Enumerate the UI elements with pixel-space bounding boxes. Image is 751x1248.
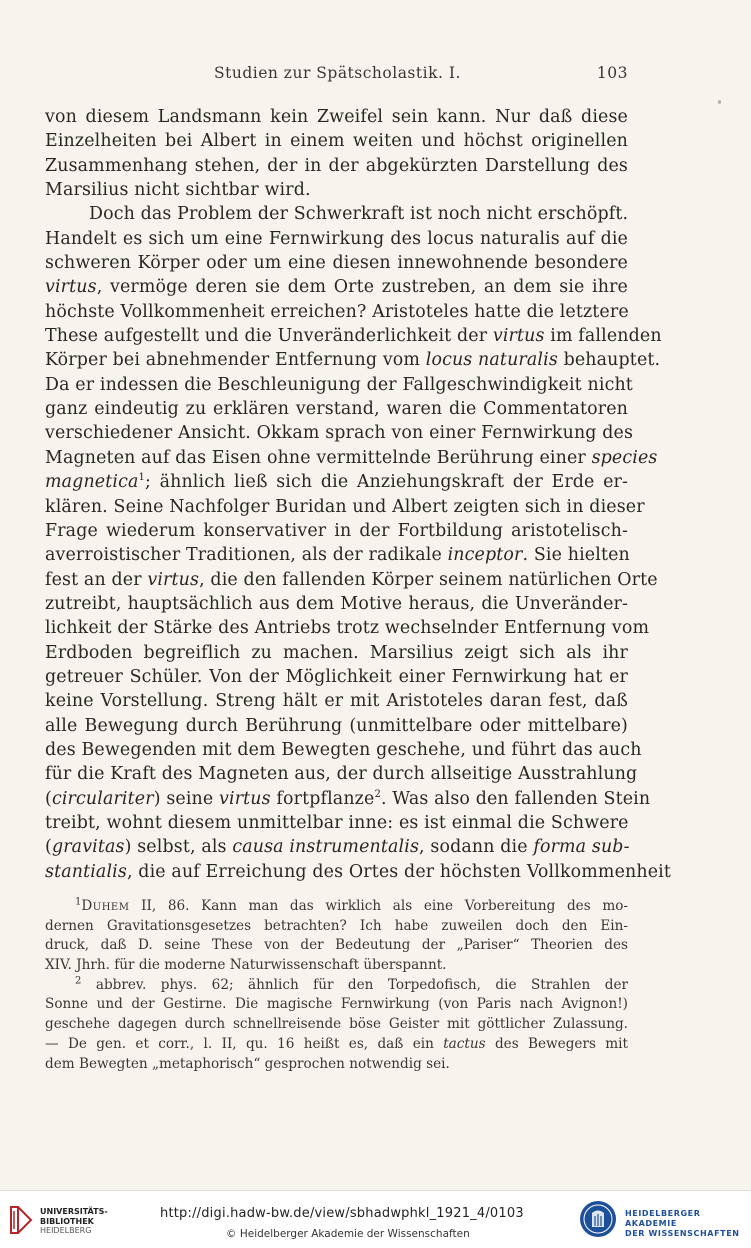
body-line: Handelt es sich um eine Fernwirkung des locus naturalis auf die xyxy=(45,228,628,249)
italic-term: stantialis xyxy=(45,861,127,882)
author-name: Duhem xyxy=(81,898,130,914)
university-library-name xyxy=(40,1207,108,1236)
academy-seal-icon xyxy=(578,1199,618,1239)
body-line: treibt, wohnt diesem unmittelbar inne: es ist einmal die Schwere xyxy=(45,812,629,833)
footnote-ref: 1 xyxy=(138,472,146,484)
body-line: des Bewegenden mit dem Bewegten geschehe, und führt das auch xyxy=(45,739,642,760)
footnotes xyxy=(45,897,628,1074)
footnote-line: Sonne und der Gestirne. Die magische Fernwirkung (von Paris nach Avignon!) xyxy=(45,996,628,1013)
footnote-marker: 2 xyxy=(75,975,82,987)
italic-term: magnetica xyxy=(45,472,139,493)
footnote-ref: 2 xyxy=(374,788,381,800)
academy-line-2: DER WISSENSCHAFTEN xyxy=(625,1229,740,1238)
permalink[interactable]: http://digi.hadw-bw.de/view/sbhadwphkl_1921_4/0103 xyxy=(160,1206,524,1221)
body-line: zutreibt, hauptsächlich aus dem Motive heraus, die Unveränder- xyxy=(45,593,628,614)
body-line: stantialis, die auf Erreichung des Ortes der höchsten Vollkommenheit xyxy=(45,861,671,882)
body-line: Marsilius nicht sichtbar wird. xyxy=(45,180,311,201)
body-line: von diesem Landsmann kein Zweifel sein kann. Nur daß diese xyxy=(45,107,628,127)
body-line: verschiedener Ansicht. Okkam sprach von einer Fernwirkung des xyxy=(45,423,634,444)
footnote-line: XIV. Jhrh. für die moderne Naturwissenschaft überspannt. xyxy=(45,957,447,974)
body-line: (circulariter) seine virtus fortpflanze$^2$. Was also den fallenden Stein xyxy=(45,788,651,809)
body-line: virtus, vermöge deren sie dem Orte zustreben, an dem sie ihre xyxy=(45,277,628,298)
italic-term: gravitas xyxy=(51,837,125,858)
italic-term: virtus xyxy=(492,326,545,347)
body-line: Einzelheiten bei Albert in einem weiten und höchst originellen xyxy=(45,131,628,152)
footnote-line: dem Bewegten „metaphorisch“ gesprochen notwendig sei. xyxy=(45,1055,450,1072)
footnote-line: $^2$ abbrev. phys. 62; ähnlich für den Torpedofisch, die Strahlen der xyxy=(75,975,628,993)
body-line: fest an der virtus, die den fallenden Körper seinem natürlichen Orte xyxy=(45,569,658,590)
italic-term: forma sub- xyxy=(533,837,630,858)
running-title: Studien zur Spätscholastik. I. xyxy=(214,64,461,82)
body-line: lichkeit der Stärke des Antriebs trotz wechselnder Entfernung vom xyxy=(45,618,650,639)
body-line: Körper bei abnehmender Entfernung vom locus naturalis behauptet. xyxy=(45,350,661,371)
body-line: alle Bewegung durch Berührung (unmittelbare oder mittelbare) xyxy=(45,715,628,736)
footnote-marker: 1 xyxy=(75,896,82,908)
body-line: These aufgestellt und die Unveränderlichkeit der virtus im fallenden xyxy=(45,326,662,347)
body-line: Zusammenhang stehen, der in der abgekürzten Darstellung des xyxy=(45,155,628,176)
body-line: höchste Vollkommenheit erreichen? Aristoteles hatte die letztere xyxy=(45,301,629,322)
body-line: Frage wiederum konservativer in der Fortbildung aristotelisch- xyxy=(45,520,628,541)
body-line: für die Kraft des Magneten aus, der durch allseitige Ausstrahlung xyxy=(45,764,638,785)
body-line: (gravitas) selbst, als causa instrumentalis, sodann die forma sub- xyxy=(45,837,630,858)
body-line: keine Vorstellung. Streng hält er mit Aristoteles daran fest, daß xyxy=(45,691,628,712)
body-line: averroistischer Traditionen, als der radikale inceptor. Sie hielten xyxy=(45,545,630,566)
footer-bar xyxy=(0,1190,751,1248)
footnote-line: druck, daß D. seine These von der Bedeutung der „Pariser“ Theorien des xyxy=(45,937,628,954)
body-line: Doch das Problem der Schwerkraft ist noch nicht erschöpft. xyxy=(89,204,629,225)
library-line-2: BIBLIOTHEK xyxy=(40,1216,94,1226)
body-line: schweren Körper oder um eine diesen innewohnende besondere xyxy=(45,253,628,274)
italic-term: locus naturalis xyxy=(425,350,558,371)
body-line: magnetica$^1$; ähnlich ließ sich die Anziehungskraft der Erde er- xyxy=(45,472,628,493)
body-line: Magneten auf das Eisen ohne vermittelnde Berührung einer species xyxy=(45,447,658,468)
body-line: ganz eindeutig zu erklären verstand, waren die Commentatoren xyxy=(45,399,628,420)
library-line-3: HEIDELBERG xyxy=(40,1226,92,1235)
italic-term: virtus xyxy=(219,788,271,809)
italic-term: species xyxy=(591,447,658,468)
body-line: Erdboden begreiflich zu machen. Marsilius zeigt sich als ihr xyxy=(45,642,628,663)
body-text xyxy=(45,105,671,884)
footnote-line: $^1$Duhem II, 86. Kann man das wirklich als eine Vorbereitung des mo- xyxy=(75,896,628,914)
library-line-1: UNIVERSITÄTS- xyxy=(40,1207,108,1216)
italic-term: inceptor xyxy=(447,545,523,566)
copyright-notice: © Heidelberger Akademie der Wissenschaften xyxy=(226,1228,470,1240)
paper-speck xyxy=(718,100,721,104)
italic-term: causa instrumentalis xyxy=(232,837,420,858)
academy-line-1: HEIDELBERGER AKADEMIE xyxy=(625,1209,701,1228)
body-line: klären. Seine Nachfolger Buridan und Albert zeigten sich in dieser xyxy=(45,496,645,517)
italic-term: virtus xyxy=(45,277,97,298)
italic-term: circulariter xyxy=(51,788,154,809)
university-library-logo-icon xyxy=(8,1203,34,1237)
body-line: Da er indessen die Beschleunigung der Fallgeschwindigkeit nicht xyxy=(45,374,633,395)
body-line: getreuer Schüler. Von der Möglichkeit einer Fernwirkung hat er xyxy=(45,666,628,687)
footnote-line: — De gen. et corr., l. II, qu. 16 heißt es, daß ein tactus des Bewegers mit xyxy=(45,1035,628,1052)
page-number: 103 xyxy=(596,64,628,82)
footnote-line: dernen Gravitationsgesetzes betrachten? Ich habe zuweilen doch den Ein- xyxy=(45,917,628,934)
academy-name xyxy=(625,1209,751,1239)
italic-term: virtus xyxy=(147,569,200,590)
footnote-line: geschehe dagegen durch schnellreisende böse Geister mit göttlicher Zulassung. xyxy=(45,1016,628,1033)
italic-term: tactus xyxy=(443,1035,486,1052)
